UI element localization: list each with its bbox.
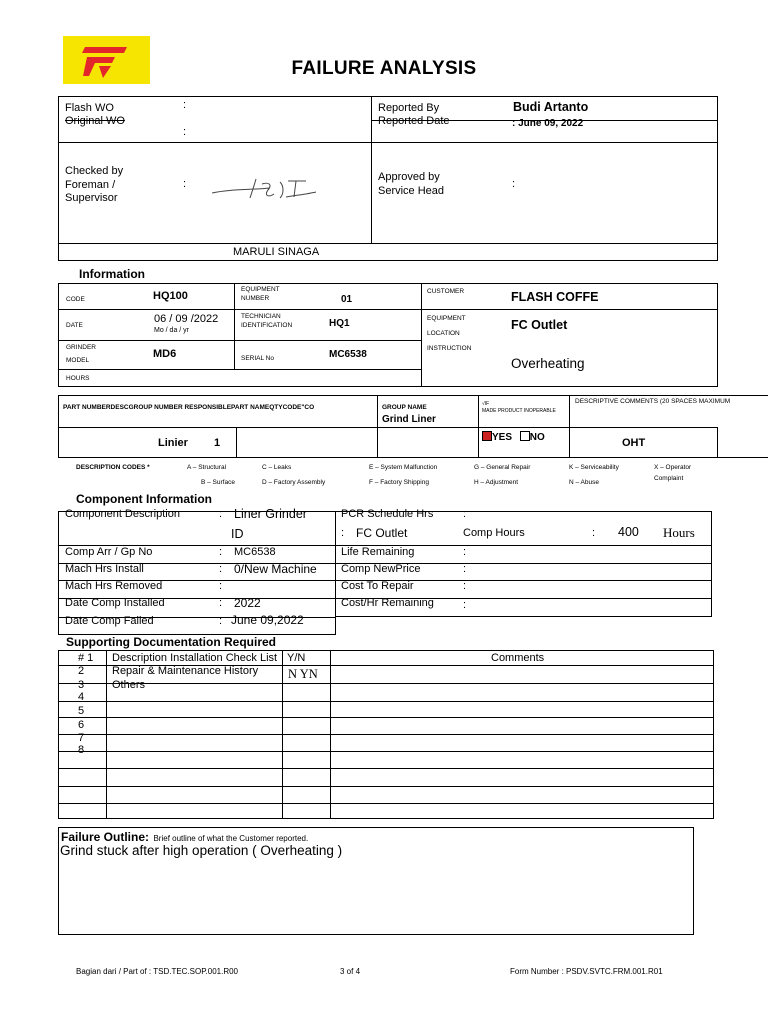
code-f: F – Factory Shipping: [369, 479, 429, 486]
reported-by-value: Budi Artanto: [513, 100, 589, 114]
flash-wo-label: Flash WO: [65, 102, 114, 114]
technician-value: HQ1: [329, 318, 350, 329]
doc-col-comments: Comments: [491, 652, 545, 664]
mach-hrs-install-label: Mach Hrs Install: [65, 563, 144, 575]
cost-to-repair-label: Cost To Repair: [341, 580, 414, 592]
documentation-heading: Supporting Documentation Required: [66, 635, 276, 649]
comp-hours-value: 400: [618, 525, 639, 539]
date-comp-installed-label: Date Comp Installed: [65, 597, 165, 609]
code-e: E – System Malfunction: [369, 464, 438, 471]
date-label: DATE: [66, 322, 83, 329]
part-comment-value: OHT: [622, 437, 646, 449]
instruction-label: INSTRUCTION: [427, 345, 472, 352]
life-remaining-label: Life Remaining: [341, 546, 415, 558]
code-c: C – Leaks: [262, 464, 292, 471]
component-description-value: Liner Grinder: [234, 507, 307, 521]
instruction-value: Overheating: [511, 356, 585, 371]
equipment-number-label: EQUIPMENT NUMBER: [241, 286, 280, 302]
hours-label: HOURS: [66, 375, 90, 382]
inoperable-choice: YES NO: [482, 431, 545, 443]
grinder-model-label: GRINDER MODEL: [66, 344, 96, 364]
part-qty-value: 1: [214, 437, 221, 449]
doc-row-no: 4: [78, 691, 85, 703]
cost-hr-remaining-label: Cost/Hr Remaining: [341, 597, 434, 609]
equipment-number-value: 01: [341, 294, 353, 303]
technician-label: TECHNICIAN IDENTIFICATION: [241, 313, 293, 329]
mach-hrs-removed-label: Mach Hrs Removed: [65, 580, 163, 592]
information-heading: Information: [79, 267, 145, 281]
doc-col-description: Description Installation Check List: [112, 652, 278, 664]
yes-checkbox[interactable]: [482, 431, 492, 441]
no-checkbox[interactable]: [520, 431, 530, 441]
doc-row-no: 8: [78, 744, 85, 756]
failure-outline-heading: Failure Outline: Brief outline of what the Customer reported.: [61, 830, 309, 844]
footer-page-number: 3 of 4: [340, 967, 361, 976]
code-value: HQ100: [153, 290, 188, 302]
approved-by-label: Approved by Service Head: [378, 171, 445, 197]
serial-label: SERIAL No: [241, 355, 274, 362]
part-description-value: Linier: [158, 437, 188, 449]
group-name-label: GROUP NAME: [382, 404, 427, 411]
component-description-label: Component Description: [65, 508, 180, 520]
doc-row-no: 2: [78, 665, 85, 677]
doc-row-no: 5: [78, 705, 85, 717]
date-value: 06 / 09 /2022: [154, 313, 219, 325]
code-x: X – Operator: [654, 464, 692, 471]
code-label: CODE: [66, 296, 85, 303]
code-a: A – Structural: [187, 464, 227, 471]
footer-part-of: Bagian dari / Part of : TSD.TEC.SOP.001.R00: [76, 967, 239, 976]
code-x-cont: Complaint: [654, 475, 684, 482]
customer-value: FLASH COFFE: [511, 290, 599, 304]
doc-row-yn: N YN: [288, 667, 318, 681]
group-name-value: Grind Liner: [382, 414, 436, 425]
component-heading: Component Information: [76, 492, 212, 506]
comp-hours-label: Comp Hours: [463, 527, 525, 539]
doc-row-desc: Repair & Maintenance History: [112, 665, 259, 677]
comp-new-price-label: Comp NewPrice: [341, 563, 421, 575]
reported-date-label: Reported Date: [378, 115, 450, 127]
original-wo-label: Original WO: [65, 115, 125, 127]
failure-outline-text: Grind stuck after high operation ( Overheating ): [60, 843, 343, 858]
description-codes-label: DESCRIPTION CODES *: [76, 464, 150, 471]
doc-row-no: 3: [78, 679, 85, 691]
doc-col-yn: Y/N: [287, 652, 306, 664]
doc-row-no: 6: [78, 719, 85, 731]
comp-arr-value: MC6538: [234, 546, 276, 558]
date-comp-failed-label: Date Comp Failed: [65, 615, 154, 627]
date-format: Mo / da / yr: [154, 327, 190, 334]
reported-date-value: : June 09, 2022: [512, 118, 584, 129]
component-id-value: ID: [231, 527, 244, 541]
comp-arr-label: Comp Arr / Gp No: [65, 546, 153, 558]
doc-col-no: # 1: [78, 652, 94, 664]
comp-hours-unit: Hours: [663, 525, 695, 540]
page-title: FAILURE ANALYSIS: [291, 58, 477, 79]
code-h: H – Adjustment: [474, 479, 519, 486]
code-k: K – Serviceability: [569, 464, 619, 471]
checker-name: MARULI SINAGA: [233, 246, 320, 258]
code-b: B – Surface: [201, 479, 235, 486]
footer-form-number: Form Number : PSDV.SVTC.FRM.001.R01: [510, 967, 663, 976]
checked-by-label: Checked by Foreman / Supervisor: [65, 165, 124, 204]
parts-header: PART NUMBERDESCGROUP NUMBER RESPONSIBLEPART NAMEQTYCODE"CO: [63, 404, 315, 411]
doc-row-no: 7: [78, 732, 85, 744]
inoperable-label: √IF MADE PRODUCT INOPERABLE: [482, 401, 556, 414]
serial-value: MC6538: [329, 349, 367, 360]
equipment-location-value: FC Outlet: [511, 318, 568, 332]
code-d: D – Factory Assembly: [262, 479, 326, 486]
code-n: N – Abuse: [569, 479, 599, 486]
mach-hrs-install-value: 0/New Machine: [234, 562, 317, 576]
pcr-location-value: FC Outlet: [356, 526, 408, 540]
doc-row-desc: Others: [112, 679, 146, 691]
date-comp-installed-value: 2022: [234, 596, 261, 610]
signature: [210, 176, 320, 207]
date-comp-failed-value: June 09,2022: [231, 613, 304, 627]
grinder-model-value: MD6: [153, 348, 177, 360]
comments-label: DESCRIPTIVE COMMENTS (20 SPACES MAXIMUM: [575, 398, 731, 405]
customer-label: CUSTOMER: [427, 288, 465, 295]
reported-by-label: Reported By: [378, 102, 440, 114]
pcr-schedule-label: PCR Schedule Hrs: [341, 508, 434, 520]
equipment-location-label: EQUIPMENT LOCATION: [427, 315, 466, 337]
code-g: G – General Repair: [474, 464, 531, 471]
